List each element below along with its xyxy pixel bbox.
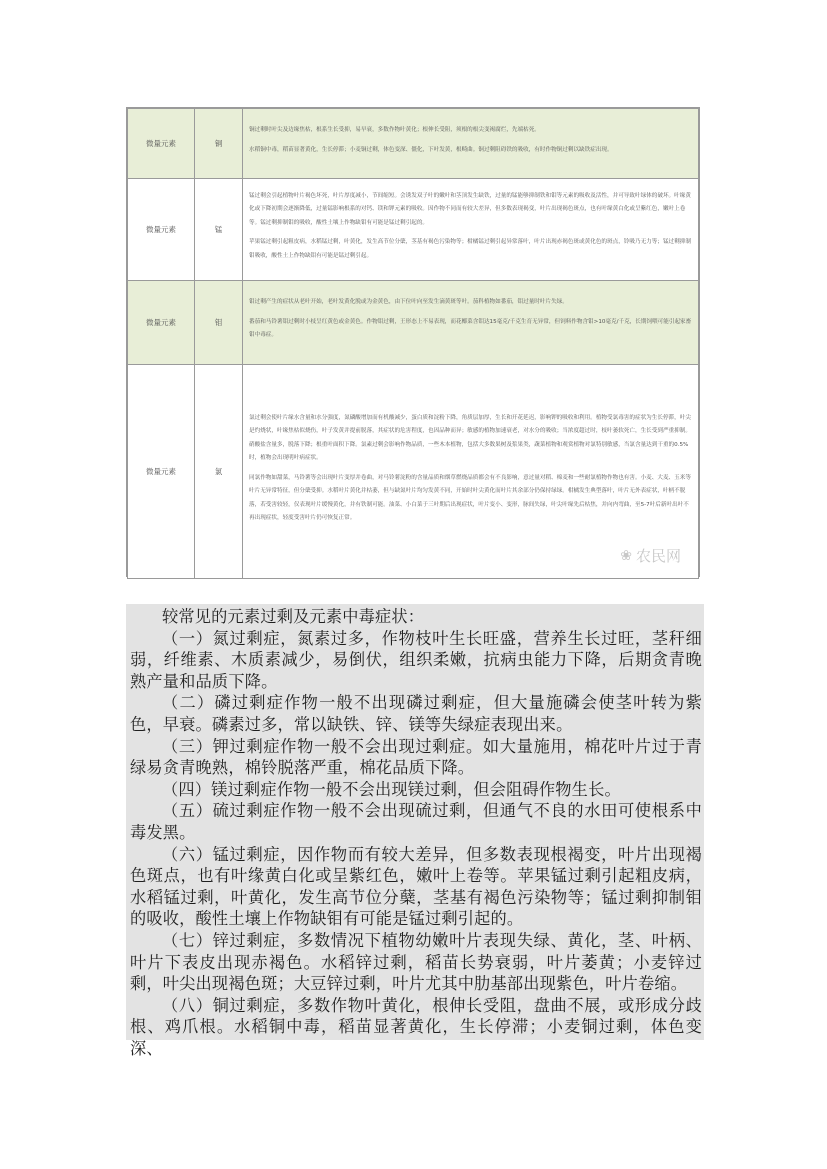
description-cell [243, 179, 699, 281]
article-paragraph: （三）钾过剩症作物一般不会出现过剩症。如大量施用，棉花叶片过于青绿易贪青晚熟，棉铃脱落严重，棉花品质下降。 [130, 736, 702, 778]
description-paragraph: 苹果锰过剩引起粗皮病，水稻锰过剩，叶黄化，发生高节位分蘖，茎基有褐色污染物等；柑橘锰过剩引起异常落叶，叶片出现赤褐色斑或黄化色的斑点，铃吸乃无力等；锰过剩抑制钼吸收，酸性土上作物缺钼有可能是锰过剩引起。 [249, 239, 691, 259]
article-paragraphs [130, 628, 702, 1060]
watermark-text: 农民网 [635, 547, 681, 565]
article-paragraph: （四）镁过剩症作物一般不会出现镁过剩，但会阻碍作物生长。 [162, 779, 621, 799]
article-paragraph: （五）硫过剩症作物一般不会出现硫过剩，但通气不良的水田可使根系中毒发黑。 [130, 801, 702, 842]
description-cell [243, 109, 699, 179]
element-table-image [126, 107, 700, 577]
watermark [620, 545, 681, 566]
description-cell [243, 281, 699, 365]
article-paragraph: （六）锰过剩症，因作物而有较大差异，但多数表现根褐变，叶片出现褐色斑点，也有叶缘黄白化或呈紫红色，嫩叶上卷等。苹果锰过剩引起粗皮病，水稻锰过剩，叶黄化，发生高节位分蘖，茎基有褐色污染物等；锰过剩抑制钼的吸收，酸性土壤上作物缺钼有可能是锰过剩引起的。 [130, 844, 702, 929]
element-cell: 氯 [195, 365, 243, 579]
table-row [128, 365, 699, 579]
article-paragraph: （二）磷过剩症作物一般不出现磷过剩症，但大量施磷会使茎叶转为紫色，早衰。磷素过多，常以缺铁、锌、镁等失绿症表现出来。 [130, 693, 702, 734]
table-row [128, 281, 699, 365]
category-cell: 微量元素 [128, 109, 195, 179]
article-paragraph: （一）氮过剩症，氮素过多，作物枝叶生长旺盛，营养生长过旺，茎秆细弱，纤维素、木质素减少，易倒伏，组织柔嫩，抗病虫能力下降，后期贪青晚熟产量和品质下降。 [130, 628, 702, 691]
article-body [126, 604, 704, 1058]
description-paragraph: 同氯作物如甜菜，马铃薯等会出现叶片变厚并卷曲，对马铃薯淀粉的含量品质和烟草燃烧品质都会有不良影响，意过量对稻、棉麦和一些耐氯植物作物也有害。小麦、大麦、玉米等叶片无异常特征，但分蘖受抑。水稻叶片黄化并枯萎，但与缺氮叶片均匀发黄不同，开始时叶尖黄化而叶片其余部分仍保持绿绿。柑橘发生典型落叶，叶片无外表症状，叶柄不脱落，若受害较轻，仅表现叶片缓慢黄化，并有铁制可能。油菜、小白菜于三叶期后出现症状，叶片变小、变形，脉间失绿，叶尖叶缘先后枯焦，并向内弯曲，至5-7叶后新叶出叶不再出现症状，轻度受害叶片仍可恢复正常。 [249, 474, 691, 521]
table-row [128, 179, 699, 281]
category-cell: 微量元素 [128, 281, 195, 365]
description-paragraph: 铜过剩时叶尖及边缘焦枯，根系生长受抑，易早衰，多数作物叶黄化；根伸长受阻，须根的根尖变褐腐烂，先端枯死。 [249, 127, 540, 133]
article-paragraph: （七）锌过剩症，多数情况下植物幼嫩叶片表现失绿、黄化，茎、叶柄、叶片下表皮出现赤褐色。水稻锌过剩，稻苗长势衰弱，叶片萎黄；小麦锌过剩，叶尖出现褐色斑；大豆锌过剩，叶片尤其中肋基部出现紫色，叶片卷缩。 [130, 930, 702, 994]
element-cell: 钼 [195, 281, 243, 365]
description-paragraph: 钼过剩产生的症状从老叶开始，老叶发黄化脱或为金黄色，由下位叶向至发生滴黄斑等叶。茄科植物如番茄，钼过量时叶片失绿。 [249, 299, 568, 306]
description-paragraph: 锰过剩会引起植物叶片褐色坏死，叶片厚度减小，节间缩短。会诱发双子叶的嫩叶和茎顶发生缺铁，过量的锰能够抑制铁和钼等元素的吸收及活性，并可导致叶绿体的破坏。叶缘黄化或下降初期会逐渐降低，过量锰影响根系的对钙、镁和钾元素的吸收。因作物不同而有较大差异，但多数表现褐变，叶片出现褐色斑点，也有叶缘黄白化或呈紫红色，嫩叶上卷等。锰过剩抑制钼的吸收，酸性土壤上作物缺钼有可能是锰过剩引起的。 [249, 192, 691, 226]
category-cell: 微量元素 [128, 365, 195, 579]
element-cell: 铜 [195, 109, 243, 179]
element-cell: 锰 [195, 179, 243, 281]
article-paragraph: （八）铜过剩症，多数作物叶黄化，根伸长受阻，盘曲不展，或形成分歧根、鸡爪根。水稻铜中毒，稻苗显著黄化，生长停滞；小麦铜过剩，体色变深、 [130, 995, 702, 1058]
description-paragraph: 水稻铜中毒，稻苗显著黄化，生长停滞；小麦铜过剩，体色变深、僵化，下叶发黄，根畸曲。铜过剩阻碍铁的吸收，有时作物铜过剩以缺铁症出现。 [249, 146, 613, 153]
category-cell: 微量元素 [128, 179, 195, 281]
description-paragraph: 氯过剩会使叶片缘水含量和水分强度，氮磷酸增加而有机酸减少，蛋白质和淀粉下降，角质层加厚，生长和开花延迟，影响钾的吸收和利用。植物受氯毒害的症状为生长停滞，叶尖是灼烧状，叶缘焦枯似烧伤，叶子发黄并提前脱落，其症状的危害程度，也因品种而异；敏感的植物加速衰老，对水分的吸收；当浓度超过时，枝叶萎软死亡，生长受到严重抑制。硝酸盐含量多，脱落下降；根重叶面积下降。氯素过剩会影响作物品质，一些木本植物，包括大多数果树及浆果类，蔬菜植物和观赏植物对氯特别敏感，当氯含量达到干重的0.5%时，植物会出现明叶病症状。 [249, 414, 691, 461]
article-heading: 较常见的元素过剩及元素中毒症状： [162, 607, 425, 626]
description-paragraph: 番茄和马铃薯钼过剩时小枝呈红黄色或金黄色。作物钼过剩，王形态上不易表现，而花椰菜含钼达15毫克/千克生育无异常，但饲料作物含钼>10毫克/千克，长期饲喂可能引起家畜钼中毒症。 [249, 318, 692, 339]
table-row [128, 109, 699, 179]
weibo-logo-icon: ❀ [620, 547, 632, 564]
element-table [127, 108, 699, 579]
